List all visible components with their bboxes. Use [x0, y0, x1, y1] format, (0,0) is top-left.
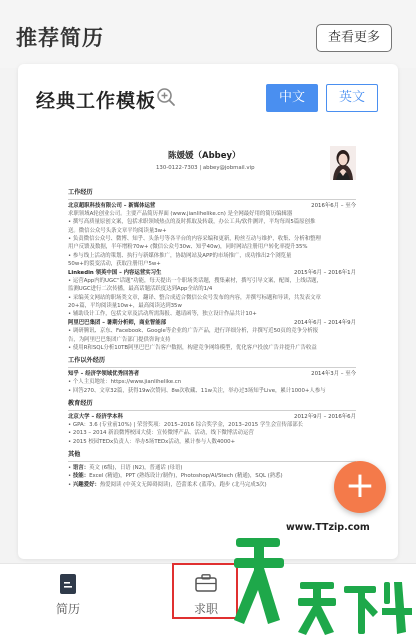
tab-job-label: 求职: [193, 602, 218, 616]
resume-line: • GPA：3.6 (专业前10%) | 荣誉奖项：2015–2016 综合奖学金，2013–2015 学生会宣传部部长: [68, 421, 356, 429]
lang-english-button[interactable]: 英文: [326, 84, 378, 112]
resume-line: 送。微信公众号头条文章平均阅读量3w+: [68, 227, 167, 234]
resume-line: • 参与线上活动的策划、执行与新媒体推广，协助网站及APP的市场推广，成功推出2个浏览量: [68, 252, 356, 260]
resume-line: • 回答270、文章32篇，获得19w次赞同、8w次收藏、11w关注，举办过3场知乎Live，累计1000+人参与: [68, 387, 356, 395]
tab-highlight-box: [172, 563, 238, 619]
resume-line: • 兴趣爱好：热爱阅读 (中英文无障碍阅读)，芭蕾柔术 (蓝带)，跑步 (北马完成3次): [68, 481, 356, 489]
resume-line: • 调研腾讯、京东、Facebook、Google等企业的广告产品，进行详细分析，并撰写近50页的竞争分析报: [68, 327, 356, 335]
resume-body: [68, 184, 356, 489]
section-activities-title: 工作以外经历: [68, 356, 356, 368]
job-header: 阿里巴巴集团 – 暑期分析师，商业智能部 2014年6月 – 2014年9月: [68, 319, 356, 326]
job-header: 知乎 – 经济学领域优秀回答者 2014年3月 – 至今: [68, 370, 356, 377]
resume-doc-icon: [60, 574, 76, 594]
job-header: Linkedin 领英中国 – 内容运营实习生 2015年6月 – 2016年1月: [68, 269, 356, 276]
lang-chinese-button[interactable]: 中文: [266, 84, 318, 112]
resume-line: • 采编英文网站的职场类文章，翻译、整合成适合微信公众号发布的内容，并撰写标题和导读，共发表文章: [68, 294, 356, 302]
template-title: 经典工作模板: [36, 90, 157, 112]
view-more-button[interactable]: 查看更多: [316, 24, 392, 52]
resume-line: 求职领域A轮创业公司。主要产品简历界面 (www.jianlihelike.cn) 是全网最好用的简历编辑器: [68, 210, 293, 217]
add-resume-button[interactable]: [334, 461, 386, 513]
section-education-title: 教育经历: [68, 399, 356, 411]
resume-line: 20+篇，平均阅读量10w+，最高阅读达到35w: [68, 303, 182, 310]
resume-line: • 技能：Excel (精通)，PPT (熟练设计/制作)，Photoshop/AI/Stech (精通)，SQL (熟悉): [68, 472, 356, 480]
resume-line: • 2013 – 2014 新浪微博校园大使：宣传微博产品、活动，线下微博活动运营: [68, 429, 356, 437]
resume-contact: 130-0122-7303 | abbey@jobmail.vip: [156, 165, 255, 171]
resume-line: • 语言：英文 (6级)，日语 (N2)，普通话 (母语): [68, 464, 356, 472]
resume-name: 陈媛媛（Abbey）: [168, 151, 241, 161]
tab-resume[interactable]: [18, 564, 118, 637]
resume-line: • 2015 校园TEDx负责人：举办5场TEDx活动，累计参与人数4000+: [68, 438, 356, 446]
zoom-in-icon[interactable]: [156, 87, 176, 107]
resume-line: • 使用R和SQL分析10TB阿里巴巴广告客户数据，构建竞争网络模型，优化客户投放广告并提升广告收益: [68, 344, 356, 352]
plus-icon: +: [344, 465, 376, 506]
svg-text:www.TTzip.com: www.TTzip.com: [286, 522, 370, 533]
section-work-title: 工作经历: [68, 188, 356, 200]
resume-line: • 个人主页地址：https://www.jianlihelike.cn: [68, 378, 356, 386]
header-bar: [0, 0, 416, 68]
resume-line: • 负责微信公众号、微博、知乎、头条号等各平台的内容采编和更新，粉丝互动与维护，收集、分析和整理: [68, 235, 356, 243]
resume-line: • 撰写高质量原创文案，包括求职领域热点的及时抓取及转载，办公工具/软件测评，平均每周5篇原创推: [68, 218, 356, 226]
page-title: 推荐简历: [16, 26, 104, 50]
resume-line: 告，为阿里巴巴集团广告部门提供咨询支持: [68, 336, 171, 343]
resume-line: 用户反馈及数据，半年增粉70w+ (微信公众号30w、知乎40w)，同时网站注册用户转化率提升35%: [68, 244, 308, 251]
tab-resume-label: 简历: [55, 602, 80, 616]
resume-line: 50w+的裂变活动，获取注册用户5w+: [68, 261, 161, 268]
avatar: [330, 146, 356, 180]
resume-line: 监测UGC进行二次传播，最高话题活跃度达到App全站的1/4: [68, 286, 213, 293]
section-other-title: 其他: [68, 450, 356, 462]
job-header: 北京大学 – 经济学本科 2012年9月 – 2016年6月: [68, 413, 356, 420]
resume-line: • 运营App内的UGC“话题”功能，每天提出一个职场类话题，搜集素材，撰写引导文案，配图，上线话题，: [68, 277, 356, 285]
watermark-logo: [234, 520, 416, 637]
job-header: 北京超职科技有限公司 – 新媒体运营 2016年6月 – 至今: [68, 202, 356, 209]
resume-line: • 辅助设计工作，包括文章及活动所需海报、邀请函等，独立设计作品共计10+: [68, 310, 356, 318]
